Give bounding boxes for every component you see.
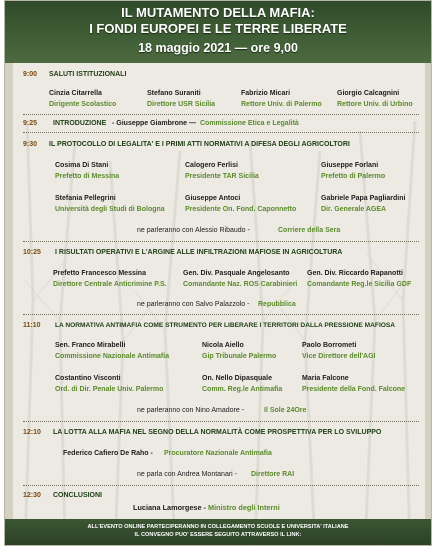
divider <box>23 314 419 315</box>
divider <box>23 485 419 486</box>
section-title-s2: INTRODUZIONE <box>53 120 107 127</box>
poster-header <box>5 1 431 63</box>
speaker-name: Cinzia Citarrella <box>49 90 102 97</box>
speaker-role: Presidente della Fond. Falcone <box>302 386 406 393</box>
moderator-outlet: Corriere della Sera <box>278 227 341 234</box>
speaker-role: Direttore Centrale Anticrimine P.S. <box>53 281 167 288</box>
speaker-name: Cosima Di Stani <box>55 162 109 169</box>
speaker-name: Costantino Visconti <box>55 375 121 382</box>
section-title-s6: LA LOTTA ALLA MAFIA NEL SEGNO DELLA NORMALITÀ COME PROSPETTIVA PER LO SVILUPPO <box>53 429 382 436</box>
speaker-role: Dirigente Scolastico <box>49 101 117 108</box>
event-date: 18 maggio 2021 — ore 9,00 <box>138 41 298 55</box>
speaker-role: Direttore USR Sicilia <box>147 101 216 108</box>
footer-line-1: ALL'EVENTO ONLINE PARTECIPERANNO IN COLLEGAMENTO SCUOLE E UNIVERSITA' ITALIANE <box>87 524 349 530</box>
speaker-name: Maria Falcone <box>302 375 349 382</box>
title-line-1: IL MUTAMENTO DELLA MAFIA: <box>121 5 315 20</box>
moderator-note: ne parla con Andrea Montanari - <box>137 471 238 478</box>
moderator-outlet: Direttore RAI <box>251 471 295 478</box>
speaker-name: Calogero Ferlisi <box>185 162 238 169</box>
speaker-role: Ord. di Dir. Penale Univ. Palermo <box>55 386 164 393</box>
speaker-role: Commissione Etica e Legalità <box>200 120 299 127</box>
section-title-s3: IL PROTOCOLLO DI LEGALITA' E I PRIMI ATTI NORMATIVI A DIFESA DEGLI AGRICOLTORI <box>49 141 350 148</box>
divider <box>23 114 419 115</box>
time-s5: 11:10 <box>23 322 41 329</box>
speaker-role: Comm. Reg.le Antimafia <box>202 386 283 393</box>
section-title-s4: I RISULTATI OPERATIVI E L'ARGINE ALLE INFILTRAZIONI MAFIOSE IN AGRICOLTURA <box>55 249 343 256</box>
time-s6: 12:10 <box>23 429 41 436</box>
speaker-name: Paolo Borrometi <box>302 342 357 349</box>
speaker-name: Gen. Div. Riccardo Rapanotti <box>307 270 403 277</box>
speaker-role: Rettore Univ. di Urbino <box>337 101 413 108</box>
speaker-role: Gip Tribunale Palermo <box>202 353 277 360</box>
speaker-name: Stefano Suraniti <box>147 90 201 97</box>
moderator-note: ne parleranno con Alessio Ribaudo - <box>137 227 250 234</box>
section-title-s1: SALUTI ISTITUZIONALI <box>49 71 127 78</box>
speaker-role: Presidente TAR Sicilia <box>185 173 259 180</box>
speaker-name: Fabrizio Micari <box>241 90 291 97</box>
speaker-name: Federico Cafiero De Raho - <box>63 450 153 457</box>
moderator-note: ne parleranno con Salvo Palazzolo - <box>137 301 250 308</box>
speaker-name: On. Nello Dipasquale <box>202 375 273 382</box>
moderator-outlet: Il Sole 24Ore <box>264 407 307 414</box>
divider <box>23 241 419 242</box>
speaker-role: Ministro degli Interni <box>208 503 280 512</box>
speaker-role: Procuratore Nazionale Antimafia <box>164 450 272 457</box>
divider <box>23 421 419 422</box>
speaker-role: Presidente On. Fond. Caponnetto <box>185 206 297 213</box>
event-title <box>5 5 431 37</box>
section-title-s7: CONCLUSIONI <box>53 492 102 499</box>
time-s1: 9:00 <box>23 71 38 78</box>
time-s3: 9:30 <box>23 141 38 148</box>
speaker-role: Comandante Reg.le Sicilia GDF <box>307 281 412 288</box>
speaker-name: Nicola Aiello <box>202 342 244 349</box>
speaker-role: Rettore Univ. di Palermo <box>241 101 322 108</box>
speaker-role: Comandante Naz. ROS Carabinieri <box>183 281 298 288</box>
speaker-role: Prefetto di Messina <box>55 173 120 180</box>
moderator-outlet: Repubblica <box>258 301 296 308</box>
speaker-role: Università degli Studi di Bologna <box>55 206 165 213</box>
speaker-name: - Giuseppe Giambrone — <box>112 120 197 127</box>
speaker-name: Giorgio Calcagnini <box>337 90 400 97</box>
time-s7: 12:30 <box>23 492 41 499</box>
section-title-s5: LA NORMATIVA ANTIMAFIA COME STRUMENTO PER LIBERARE I TERRITORI DALLA PRESSIONE MAFIOSA <box>55 322 396 329</box>
speaker-name: Gabriele Papa Pagliardini <box>321 195 406 202</box>
speaker-name: Luciana Lamorgese - <box>133 503 206 512</box>
speaker-name: Giuseppe Antoci <box>185 195 241 202</box>
speaker-name: Stefania Pellegrini <box>55 195 116 202</box>
title-line-2: I FONDI EUROPEI E LE TERRE LIBERATE <box>89 21 347 36</box>
speaker-role: Dir. Generale AGEA <box>321 206 387 213</box>
speaker-name: Prefetto Francesco Messina <box>53 270 146 277</box>
time-s4: 10:25 <box>23 249 41 256</box>
divider <box>23 132 419 133</box>
event-poster <box>4 0 432 546</box>
speaker-role: Vice Direttore dell'AGI <box>302 353 376 360</box>
speaker-name: Giuseppe Forlani <box>321 162 379 169</box>
speaker-role: Commissione Nazionale Antimafia <box>55 353 170 360</box>
moderator-note: ne parleranno con Nino Amadore - <box>137 407 245 414</box>
footer-line-2: IL CONVEGNO PUO' ESSERE SEGUITO ATTRAVERSO IL LINK: <box>134 532 302 538</box>
time-s2: 9:25 <box>23 120 38 127</box>
speaker-name: Sen. Franco Mirabelli <box>55 342 126 349</box>
speaker-role: Prefetto di Palermo <box>321 173 386 180</box>
speaker-name: Gen. Div. Pasquale Angelosanto <box>183 270 290 277</box>
poster-footer <box>5 519 431 546</box>
